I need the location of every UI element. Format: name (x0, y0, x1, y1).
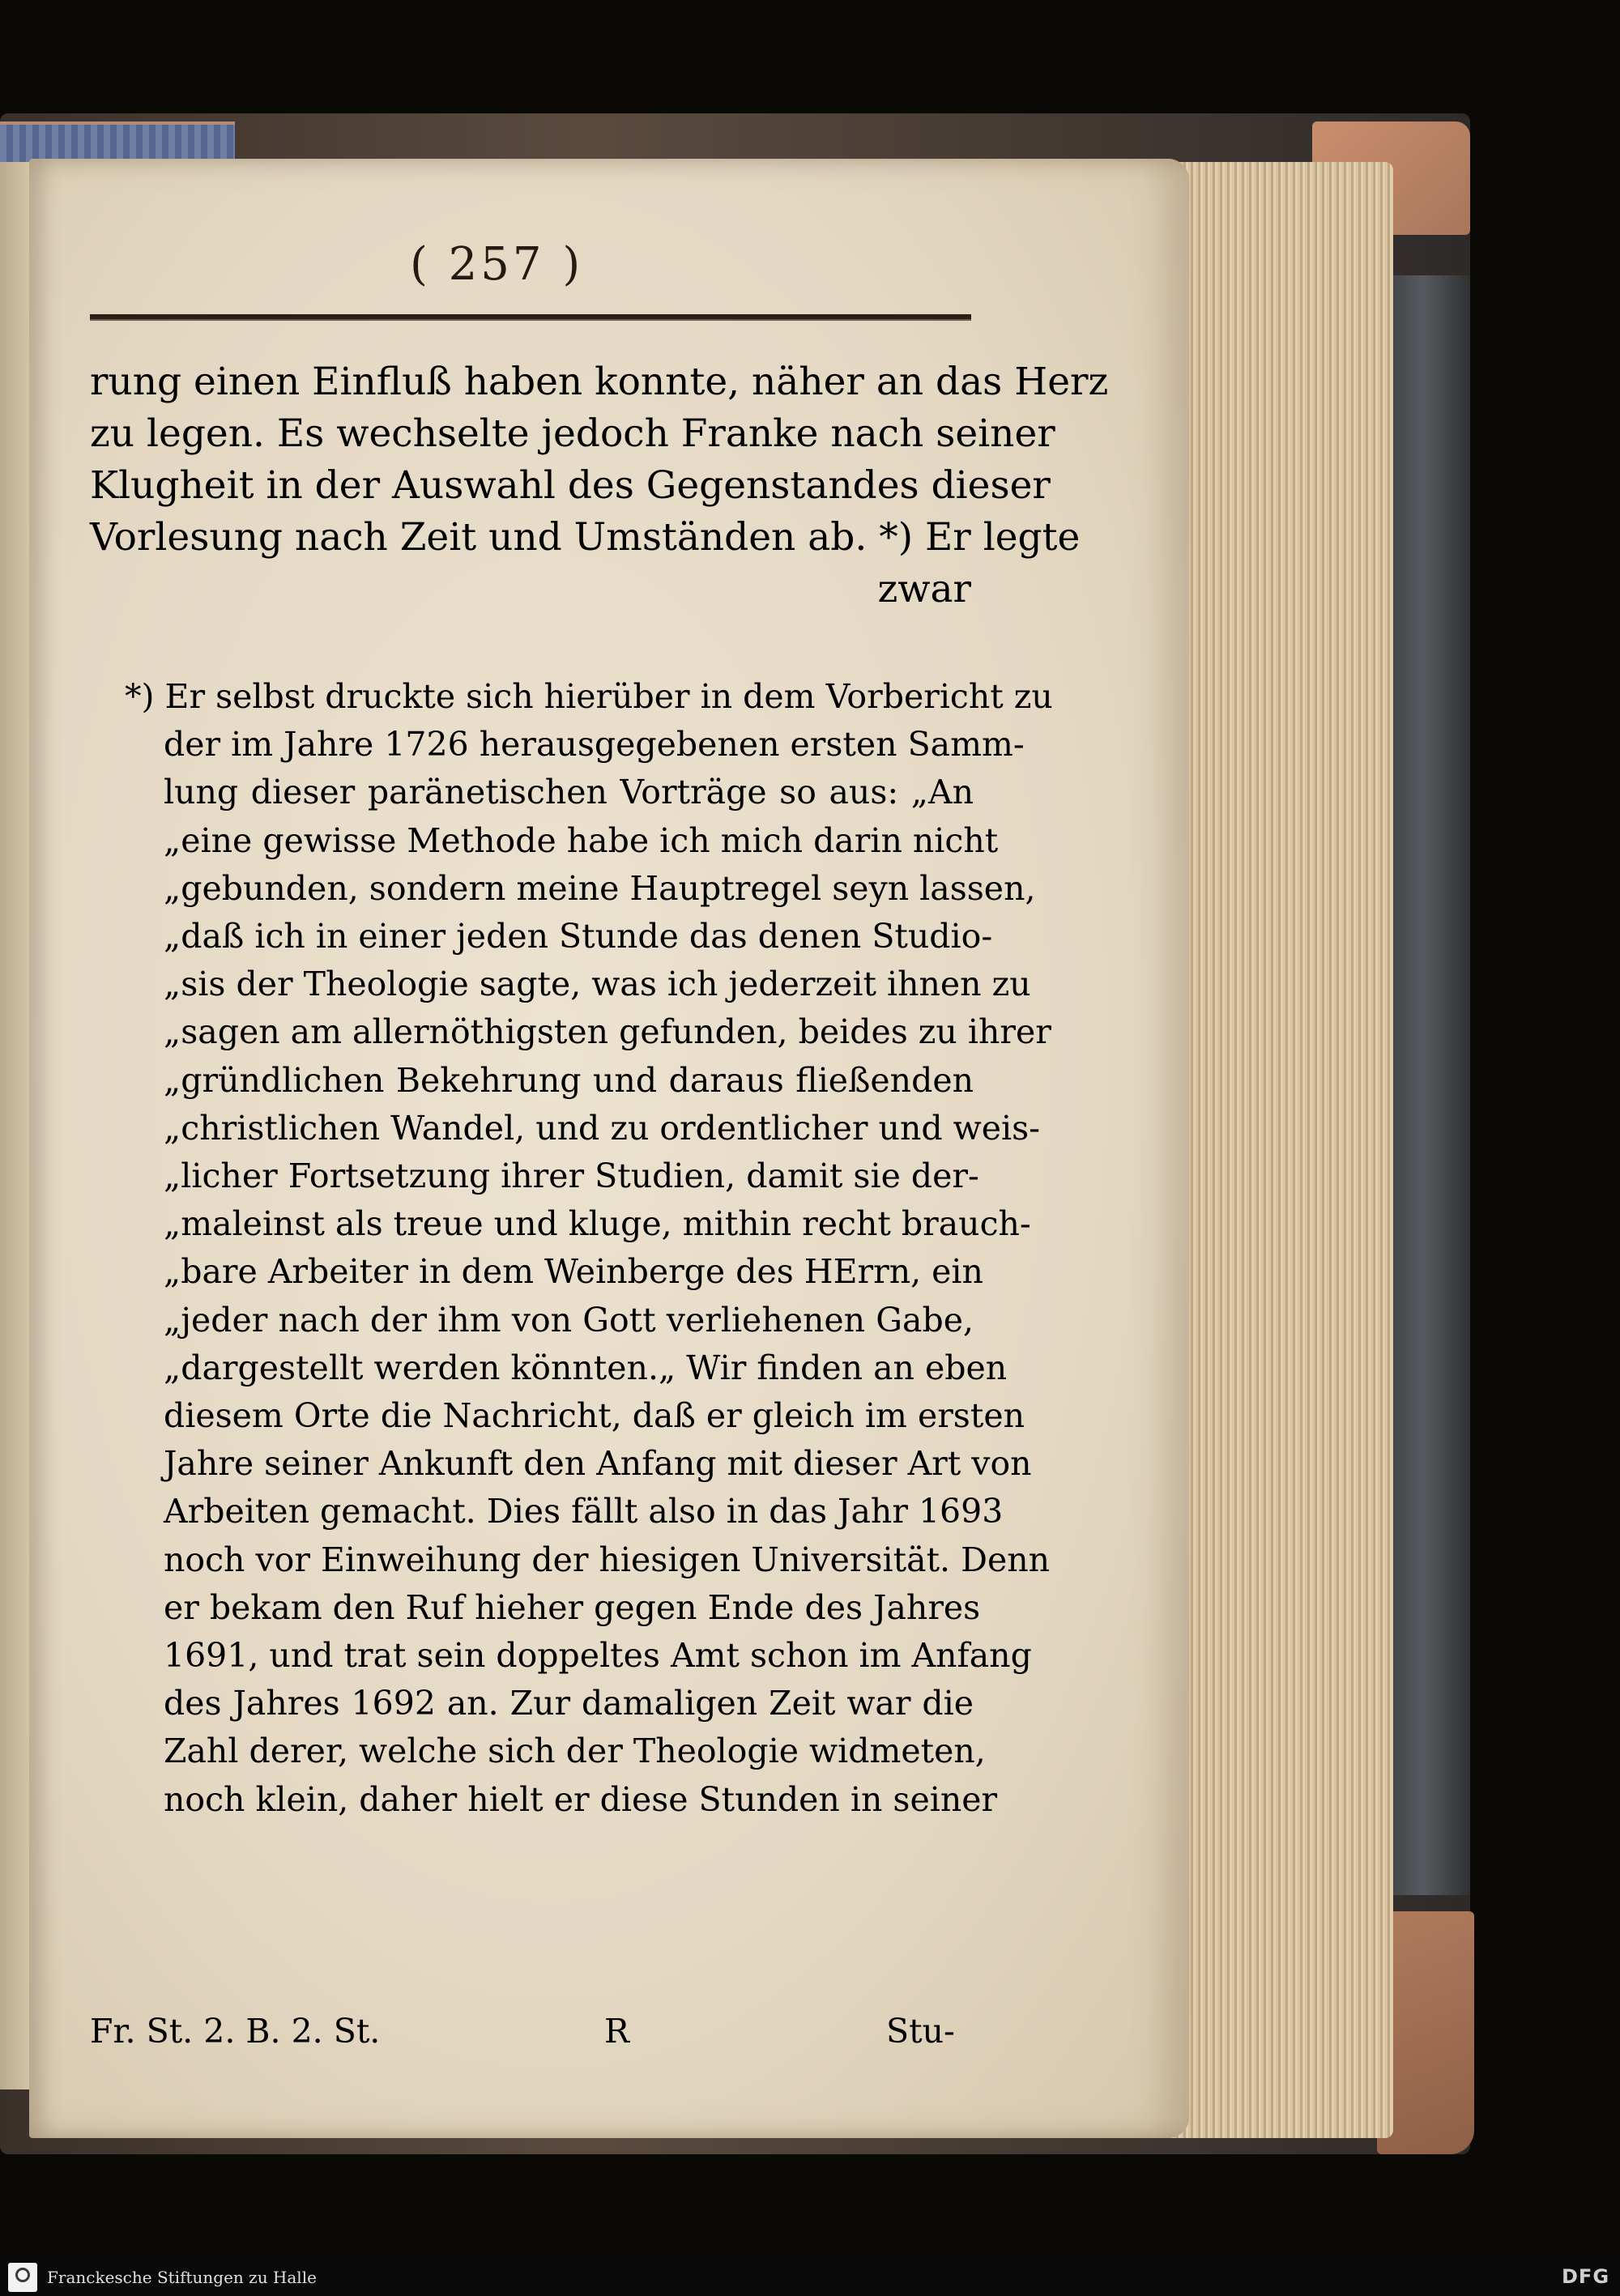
footnote-line: Zahl derer, welche sich der Theologie widmeten, (164, 1732, 986, 1770)
footnote-line: „dargestellt werden könnten.„ Wir finden an eben (164, 1348, 1008, 1387)
text-line: Vorlesung nach Zeit und Umständen ab. *) Er legte (90, 515, 1081, 560)
footnote-line: „daß ich in einer jeden Stunde das denen Studio- (164, 917, 993, 956)
text-line: zwar (877, 567, 971, 611)
footnote-line: „bare Arbeiter in dem Weinberge des HErrn, ein (164, 1252, 983, 1291)
signature-letter: R (604, 2012, 629, 2051)
header-rule (90, 314, 971, 321)
footnote-line: Arbeiten gemacht. Dies fällt also in das Jahr 1693 (164, 1492, 1004, 1531)
footnote-line: „licher Fortsetzung ihrer Studien, damit sie der- (164, 1157, 979, 1195)
footnote-line: Jahre seiner Ankunft den Anfang mit dieser Art von (164, 1444, 1032, 1483)
left-page-edge (0, 162, 32, 2089)
footnote-line: „sagen am allernöthigsten gefunden, beides zu ihrer (164, 1012, 1051, 1051)
footnote-line: er bekam den Ruf hieher gegen Ende des Jahres (164, 1588, 981, 1627)
footnote-line: „christlichen Wandel, und zu ordentlicher und weis- (164, 1109, 1040, 1148)
footer-credit: Franckesche Stiftungen zu Halle (47, 2268, 317, 2287)
footnote-line: des Jahres 1692 an. Zur damaligen Zeit war die (164, 1684, 974, 1723)
book-page (29, 159, 1189, 2138)
footnote-line: der im Jahre 1726 herausgegebenen ersten Samm- (164, 725, 1025, 764)
footnote-line: 1691, und trat sein doppeltes Amt schon im Anfang (164, 1636, 1032, 1675)
footnote-line: noch vor Einweihung der hiesigen Universität. Denn (164, 1540, 1051, 1579)
footnote-line: lung dieser paränetischen Vorträge so aus: „An (164, 773, 974, 811)
signature-mark: Fr. St. 2. B. 2. St. (90, 2012, 381, 2051)
footnote-line: *) Er selbst druckte sich hierüber in dem Vorbericht zu (125, 677, 1053, 716)
dfg-logo: DFG (1562, 2265, 1610, 2288)
francke-foundation-logo-icon (8, 2263, 37, 2292)
footnote-line: diesem Orte die Nachricht, daß er gleich im ersten (164, 1396, 1025, 1435)
footnote-line: „sis der Theologie sagte, was ich jederzeit ihnen zu (164, 965, 1031, 1003)
footnote-line: „jeder nach der ihm von Gott verliehenen Gabe, (164, 1301, 974, 1340)
footnote-line: „gebunden, sondern meine Hauptregel seyn lassen, (164, 869, 1036, 908)
text-line: zu legen. Es wechselte jedoch Franke nach seiner (90, 411, 1055, 456)
page-number-header: ( 257 ) (410, 238, 584, 291)
footnote-line: „gründlichen Bekehrung und daraus fließenden (164, 1061, 974, 1100)
footnote-line: „maleinst als treue und kluge, mithin recht brauch- (164, 1204, 1031, 1243)
text-line: Klugheit in der Auswahl des Gegenstandes dieser (90, 463, 1051, 508)
footnote-line: noch klein, daher hielt er diese Stunden in seiner (164, 1780, 998, 1819)
left-book-spine-edge (0, 121, 235, 164)
page-block-edges (1166, 162, 1393, 2138)
text-line: rung einen Einfluß haben konnte, näher an das Herz (90, 360, 1109, 404)
footnote-line: „eine gewisse Methode habe ich mich darin nicht (164, 821, 999, 860)
catchword: Stu- (886, 2012, 955, 2051)
